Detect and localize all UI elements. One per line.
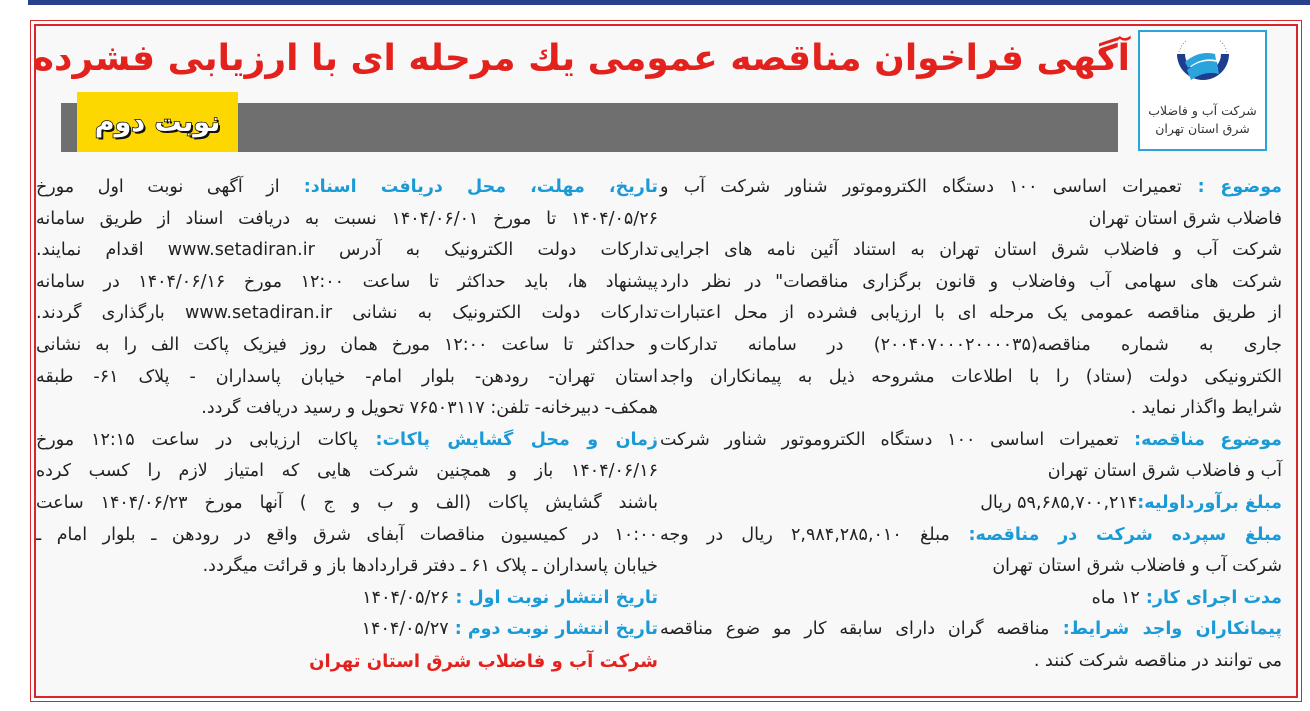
field-text: ۱۲ ماه bbox=[1091, 587, 1140, 608]
field-label: مدت اجرای کار: bbox=[1139, 587, 1282, 608]
field-text: شرایط واگذار نماید . bbox=[1130, 398, 1282, 419]
field-text: و حداکثر تا ساعت ۱۲:۰۰ مورخ همان روز فیزیک پاکت الف را به نشانی bbox=[36, 334, 658, 355]
field-text: ۱۴۰۴/۰۶/۱۶ باز و همچنین شرکت هایی که امتیاز لازم را کسب کرده bbox=[36, 461, 658, 482]
field-text: ۱۴۰۴/۰۵/۲۶ bbox=[362, 587, 450, 608]
company-logo bbox=[1138, 30, 1267, 151]
field-label: تاریخ انتشار نوبت اول : bbox=[449, 587, 658, 608]
text-line bbox=[36, 488, 658, 520]
field-text: استان تهران- رودهن- بلوار امام- خیابان پاسداران - پلاک ۶۱- طبقه bbox=[36, 366, 658, 387]
field-text: تدارکات دولت الکترونیک به نشانی www.setadiran.ir بارگذاری گردند. bbox=[36, 303, 658, 324]
field-text: از طریق مناقصه عمومی یک مرحله ای با ارزیابی فشرده از محل اعتبارات bbox=[660, 303, 1282, 324]
field-text: شرکت آب و فاضلاب شرق استان تهران bbox=[992, 556, 1282, 577]
second-round-badge bbox=[77, 92, 238, 152]
field-label: پیمانکاران واجد شرایط: bbox=[1049, 619, 1282, 640]
text-line bbox=[660, 172, 1282, 204]
field-text: تدارکات دولت الکترونیک به آدرس www.setadiran.ir اقدام نمایند. bbox=[36, 240, 658, 261]
field-text: تعمیرات اساسی ۱۰۰ دستگاه الکتروموتور شناور شرکت آب و bbox=[660, 177, 1182, 197]
logo-text-line2: شرق استان تهران bbox=[1155, 121, 1250, 136]
field-text: ۱۴۰۴/۰۵/۲۶ تا مورخ ۱۴۰۴/۰۶/۰۱ نسبت به دریافت اسناد از طریق سامانه bbox=[36, 208, 658, 229]
field-text: می توانند در مناقصه شرکت کنند . bbox=[1033, 650, 1282, 671]
text-line bbox=[660, 488, 1282, 520]
text-line bbox=[660, 456, 1282, 488]
text-line bbox=[36, 172, 658, 204]
field-text: فاضلاب شرق استان تهران bbox=[1088, 208, 1282, 229]
field-label: تاریخ انتشار نوبت دوم : bbox=[448, 619, 658, 640]
tender-details-column bbox=[660, 172, 1282, 678]
field-text: مبلغ ۲,۹۸۴,۲۸۵,۰۱۰ ریال در وجه bbox=[660, 524, 950, 545]
text-line bbox=[660, 298, 1282, 330]
text-line bbox=[36, 614, 658, 646]
field-text: آب و فاضلاب شرق استان تهران bbox=[1047, 461, 1282, 482]
field-label: موضوع مناقصه: bbox=[1118, 429, 1282, 450]
text-line bbox=[660, 425, 1282, 457]
text-line bbox=[36, 267, 658, 299]
text-line bbox=[660, 330, 1282, 362]
field-text: مناقصه گران دارای سابقه کار مو ضوع مناقصه bbox=[660, 619, 1050, 640]
field-text: جاری به شماره مناقصه(۲۰۰۴۰۷۰۰۰۲۰۰۰۰۳۵) در سامانه تدارکات bbox=[660, 334, 1282, 355]
text-line bbox=[36, 298, 658, 330]
text-line bbox=[660, 551, 1282, 583]
field-label: موضوع : bbox=[1181, 177, 1283, 197]
field-text: تعمیرات اساسی ۱۰۰ دستگاه الکتروموتور شناور شرکت bbox=[660, 429, 1119, 450]
field-label: زمان و محل گشایش پاکات: bbox=[357, 429, 658, 450]
text-line bbox=[36, 425, 658, 457]
field-text: همکف- دبیرخانه- تلفن: ۷۶۵۰۳۱۱۷ تحویل و رسید دریافت گردد. bbox=[201, 398, 658, 419]
text-line bbox=[660, 235, 1282, 267]
field-text: الکترونیکی دولت (ستاد) را با اطلاعات مشروحه ذیل به پیمانکاران واجد bbox=[660, 366, 1282, 387]
text-line bbox=[36, 235, 658, 267]
top-border-bar bbox=[28, 0, 1310, 5]
field-text: شرکت های سهامی آب وفاضلاب و قانون برگزاری مناقصات" در نظر دارد bbox=[660, 271, 1282, 292]
text-line bbox=[660, 267, 1282, 299]
text-line bbox=[36, 204, 658, 236]
text-line bbox=[36, 362, 658, 394]
field-text: ۱۰:۰۰ در کمیسیون مناقصات آبفای شرق واقع در رودهن ـ بلوار امام ـ bbox=[36, 524, 658, 545]
text-line bbox=[660, 362, 1282, 394]
field-text: پیشنهاد ها، باید حداکثر تا ساعت ۱۲:۰۰ مورخ ۱۴۰۴/۰۶/۱۶ در سامانه bbox=[36, 271, 658, 292]
text-line bbox=[36, 330, 658, 362]
text-line bbox=[36, 583, 658, 615]
field-text: باشند گشایش پاکات (الف و ب و ج ) آنها مورخ ۱۴۰۴/۰۶/۲۳ ساعت bbox=[36, 492, 659, 513]
text-line bbox=[660, 393, 1282, 425]
text-line bbox=[660, 204, 1282, 236]
field-text: خیابان پاسداران ـ پلاک ۶۱ ـ دفتر قراردادها باز و قرائت میگردد. bbox=[202, 556, 658, 577]
field-label: تاریخ، مهلت، محل دریافت اسناد: bbox=[279, 177, 658, 197]
field-text: شرکت آب و فاضلاب شرق استان تهران به استناد آئین نامه های اجرایی bbox=[660, 240, 1282, 261]
field-label: مبلغ برآورداولیه: bbox=[1137, 492, 1282, 513]
text-line bbox=[660, 614, 1282, 646]
documents-schedule-column bbox=[36, 172, 658, 678]
water-wastewater-logo-icon bbox=[1171, 40, 1235, 102]
text-line bbox=[660, 646, 1282, 678]
text-line bbox=[36, 393, 658, 425]
text-line bbox=[660, 583, 1282, 615]
text-line bbox=[36, 456, 658, 488]
field-text: ۱۴۰۴/۰۵/۲۷ bbox=[361, 619, 449, 640]
field-text: ۵۹,۶۸۵,۷۰۰,۲۱۴ ریال bbox=[980, 492, 1138, 513]
company-signature: شرکت آب و فاضلاب شرق استان تهران bbox=[309, 650, 658, 672]
text-line bbox=[36, 551, 658, 583]
badge-label: نوبت دوم bbox=[94, 106, 221, 138]
field-label: مبلغ سپرده شرکت در مناقصه: bbox=[949, 524, 1283, 545]
logo-text-line1: شرکت آب و فاضلاب bbox=[1148, 103, 1257, 118]
notice-title: آگهی فراخوان مناقصه عمومی یك مرحله ای با ارزیابی فشرده bbox=[32, 38, 1130, 79]
text-line bbox=[36, 520, 658, 552]
field-text: پاکات ارزیابی در ساعت ۱۲:۱۵ مورخ bbox=[36, 429, 358, 450]
field-text: از آگهی نوبت اول مورخ bbox=[36, 177, 280, 197]
text-line bbox=[660, 520, 1282, 552]
